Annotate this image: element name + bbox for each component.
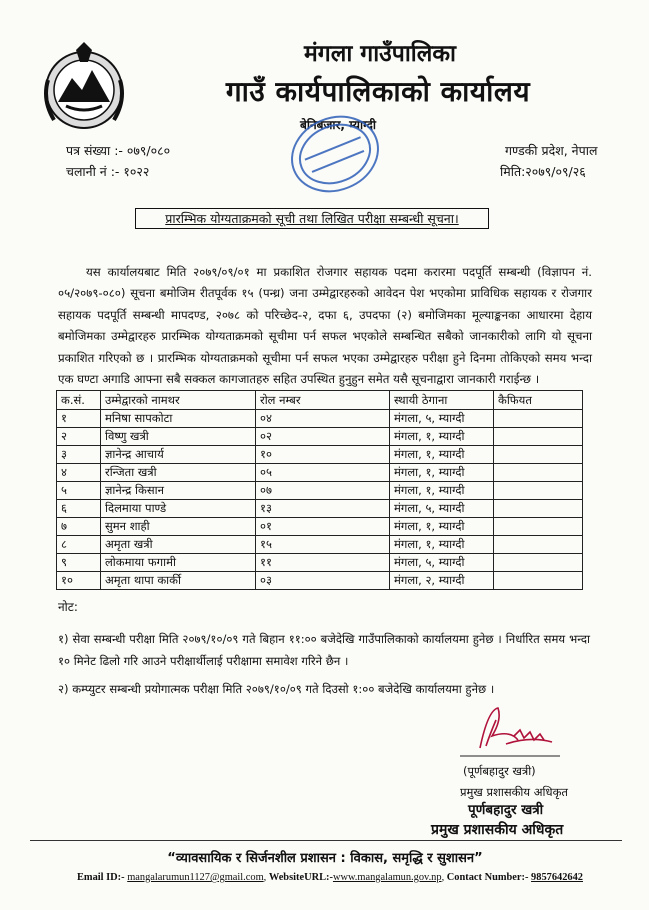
cell-name: अमृता खत्री — [101, 536, 256, 554]
cell-serial: १० — [57, 572, 101, 590]
notice-body: यस कार्यालयबाट मिति २०७९/०९/०१ मा प्रकाशित रोजगार सहायक पदमा करारमा पदपूर्ति सम्बन्धी (विज्ञापन नं. ०५/२०७९-०८०) सूचना बमोजिम रीतपूर्वक १५ (पन्ध्र) जना उम्मेद्वारहरुको आवेदन पेश भएकोमा प्राविधिक सहायक र रोजगार सहायक पदपूर्ति सम्बन्धी मापदण्ड, २०७८ को परिच्छेद-२, दफा ६, उपदफा (२) बमोजिमका मूल्याङ्कनका आधारमा देहाय बमोजिमका उम्मेद्वारहरु प्रारम्भिक योग्यताक्रमको सूचीमा पर्न सफल भएकोले सम्बन्धित सबैको जानकारीको लागि यो सूचना प्रकाशित गरिएको छ । प्रारम्भिक योग्यताक्रमको सूचीमा पर्न सफल भएका उम्मेद्वारहरु परीक्षा हुने दिनमा तोकिएको समय भन्दा एक घण्टा अगाडि आफ्ना सबै सक्कल कागजातहरु सहित उपस्थित हुनुहुन समेत यसै सूचनाद्वारा जानकारी गराईन्छ । — [58, 265, 592, 387]
cell-serial: ४ — [57, 464, 101, 482]
cell-remarks — [494, 572, 583, 590]
cell-remarks — [494, 554, 583, 572]
table-row — [57, 554, 583, 572]
footer-slogan: “व्यावसायिक र सिर्जनशील प्रशासन : विकास, समृद्धि र सुशासन” — [167, 851, 483, 866]
cell-address: मंगला, ५, म्याग्दी — [390, 554, 494, 572]
note-item-2: २) कम्प्युटर सम्बन्धी प्रयोगात्मक परीक्षा मिति २०७९/१०/०९ गते दिउसो १:०० बजेदेखि कार्यालयमा हुनेछ । — [58, 682, 495, 696]
cell-name: मनिषा सापकोटा — [101, 410, 256, 428]
cell-roll: ०७ — [256, 482, 390, 500]
cell-serial: ८ — [57, 536, 101, 554]
cell-remarks — [494, 500, 583, 518]
cell-remarks — [494, 410, 583, 428]
signatory-title-small: प्रमुख प्रशासकीय अधिकृत — [460, 785, 568, 799]
header-roll: रोल नम्बर — [256, 391, 390, 410]
table-row — [57, 410, 583, 428]
email-link[interactable]: mangalarumun1127@gmail.com — [127, 872, 264, 883]
header-name: उम्मेद्वारको नामथर — [101, 391, 256, 410]
cell-serial: ९ — [57, 554, 101, 572]
reference-number: पत्र संख्या :- ०७९/०८० — [66, 143, 171, 158]
cell-address: मंगला, १, म्याग्दी — [390, 482, 494, 500]
cell-remarks — [494, 482, 583, 500]
cell-address: मंगला, ५, म्याग्दी — [390, 410, 494, 428]
table-row — [57, 572, 583, 590]
table-row — [57, 482, 583, 500]
cell-address: मंगला, २, म्याग्दी — [390, 572, 494, 590]
dispatch-number: चलानी नं :- १०२२ — [66, 164, 150, 179]
cell-name: अमृता थापा कार्की — [101, 572, 256, 590]
cell-remarks — [494, 428, 583, 446]
cell-address: मंगला, १, म्याग्दी — [390, 428, 494, 446]
cell-remarks — [494, 536, 583, 554]
government-emblem-icon — [40, 40, 128, 132]
cell-roll: ०५ — [256, 464, 390, 482]
cell-address: मंगला, ५, म्याग्दी — [390, 500, 494, 518]
website-link[interactable]: www.mangalamun.gov.np — [332, 872, 442, 883]
cell-name: लोकमाया फगामी — [101, 554, 256, 572]
cell-serial: ३ — [57, 446, 101, 464]
cell-address: मंगला, १, म्याग्दी — [390, 536, 494, 554]
email-label: Email ID:- — [76, 872, 125, 883]
contact-number: 9857642642 — [531, 872, 583, 883]
cell-roll: ०४ — [256, 410, 390, 428]
website-label: WebsiteURL:- — [268, 872, 333, 883]
header-serial: क.सं. — [57, 391, 101, 410]
contact-label: Contact Number:- — [446, 872, 529, 883]
candidate-table — [56, 390, 583, 590]
header-address: स्थायी ठेगाना — [390, 391, 494, 410]
cell-serial: ७ — [57, 518, 101, 536]
table-body — [57, 410, 583, 590]
cell-name: ज्ञानेन्द्र किसान — [101, 482, 256, 500]
cell-remarks — [494, 518, 583, 536]
cell-roll: ०२ — [256, 428, 390, 446]
note-title: नोट: — [58, 600, 78, 614]
cell-serial: ५ — [57, 482, 101, 500]
cell-roll: ०३ — [256, 572, 390, 590]
cell-roll: ११ — [256, 554, 390, 572]
cell-address: मंगला, १, म्याग्दी — [390, 446, 494, 464]
cell-serial: २ — [57, 428, 101, 446]
table-row — [57, 536, 583, 554]
cell-address: मंगला, १, म्याग्दी — [390, 464, 494, 482]
table-row — [57, 464, 583, 482]
office-title: गाउँ कार्यपालिकाको कार्यालय — [225, 75, 531, 108]
table-header-row — [57, 391, 583, 410]
footer-divider — [30, 840, 622, 841]
issue-date: मिति:२०७९/०९/२६ — [500, 164, 586, 179]
cell-roll: १५ — [256, 536, 390, 554]
header-remarks: कैफियत — [494, 391, 583, 410]
cell-roll: १० — [256, 446, 390, 464]
cell-roll: ०१ — [256, 518, 390, 536]
notice-subject: प्रारम्भिक योग्यताक्रमको सूची तथा लिखित परीक्षा सम्बन्धी सूचना। — [135, 208, 489, 229]
office-stamp-icon — [285, 106, 385, 202]
signatory-title: प्रमुख प्रशासकीय अधिकृत — [431, 822, 564, 838]
cell-name: ज्ञानेन्द्र आचार्य — [101, 446, 256, 464]
table-row — [57, 428, 583, 446]
handwritten-signature — [440, 700, 580, 760]
table-row — [57, 518, 583, 536]
cell-serial: ६ — [57, 500, 101, 518]
office-place: बेनिबजार, म्याग्दी — [300, 118, 376, 132]
cell-address: मंगला, १, म्याग्दी — [390, 518, 494, 536]
office-name: मंगला गाउँपालिका — [304, 41, 456, 67]
cell-remarks — [494, 446, 583, 464]
note-item-1: १) सेवा सम्बन्धी परीक्षा मिति २०७९/१०/०९ गते बिहान ११:०० बजेदेखि गाउँपालिकाको कार्यालयमा हुनेछ । निर्धारित समय भन्दा १० मिनेट ढिलो गरि आउने परीक्षार्थीलाई परीक्षामा समावेश गरिने छैन । — [58, 632, 590, 668]
cell-roll: १३ — [256, 500, 390, 518]
table-row — [57, 446, 583, 464]
cell-name: सुमन शाही — [101, 518, 256, 536]
province: गण्डकी प्रदेश, नेपाल — [505, 143, 598, 158]
footer-contact: Email ID:- mangalarumun1127@gmail.com, WebsiteURL:-www.mangalamun.gov.np, Contact Number:- 9857642642 — [76, 872, 583, 883]
cell-serial: १ — [57, 410, 101, 428]
cell-remarks — [494, 464, 583, 482]
table-row — [57, 500, 583, 518]
cell-name: विष्णु खत्री — [101, 428, 256, 446]
signatory-name: पूर्णबहादुर खत्री — [468, 802, 544, 818]
cell-name: दिलमाया पाण्डे — [101, 500, 256, 518]
cell-name: रन्जिता खत्री — [101, 464, 256, 482]
signatory-name-parenthesized: (पूर्णबहादुर खत्री) — [463, 764, 536, 778]
